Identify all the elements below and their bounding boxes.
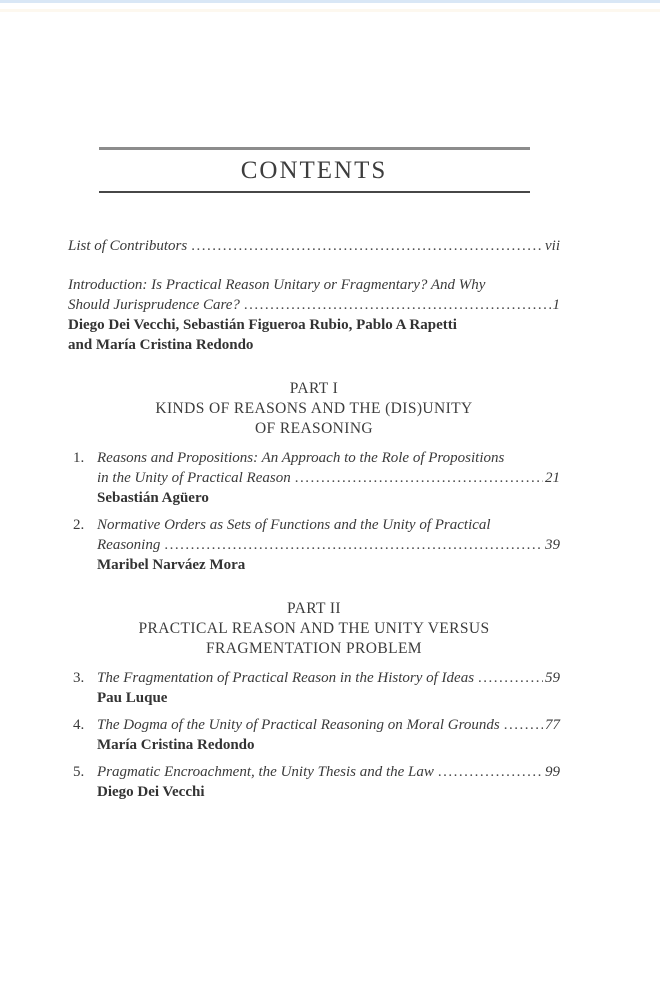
- dot-leader: [164, 535, 543, 555]
- entry-page-number: 59: [545, 670, 560, 686]
- entry-title-line: [97, 668, 560, 688]
- dot-leader: [191, 236, 543, 256]
- entry-author-line: Sebastián Agüero: [97, 490, 209, 506]
- contents-title-block: [68, 147, 560, 193]
- entry-author-line: María Cristina Redondo: [97, 737, 255, 753]
- entry-body: [97, 715, 560, 755]
- part-heading-line: PART II: [287, 600, 341, 617]
- dot-leader: [295, 468, 543, 488]
- table-of-contents: [68, 379, 560, 802]
- entry-title-line: [68, 295, 560, 315]
- entry-body: [97, 515, 560, 575]
- entry-number: 1.: [73, 450, 85, 466]
- entry-author-line: Diego Dei Vecchi, Sebastián Figueroa Rubio, Pablo A Rapetti: [68, 317, 457, 333]
- dot-leader: [478, 668, 543, 688]
- entry-page-number: vii: [545, 238, 560, 254]
- page-title: CONTENTS: [240, 157, 388, 184]
- entry-title-line: [97, 535, 560, 555]
- title-rule-top: [99, 147, 530, 150]
- entry-title-text: Reasoning: [97, 537, 161, 553]
- entry-title-line: [68, 236, 560, 256]
- entry-page-number: 77: [545, 717, 560, 733]
- part-heading-line: OF REASONING: [254, 420, 374, 437]
- entry-body: [97, 668, 560, 708]
- entry-page-number: 99: [545, 764, 560, 780]
- toc-entry: [68, 275, 560, 355]
- part-heading-line: PRACTICAL REASON AND THE UNITY VERSUS: [138, 620, 490, 637]
- dot-leader: [244, 295, 551, 315]
- entry-number: 4.: [73, 717, 85, 733]
- entry-title-text: in the Unity of Practical Reason: [97, 470, 291, 486]
- entry-body: [68, 236, 560, 256]
- toc-entry: [68, 668, 560, 708]
- part-heading-line: FRAGMENTATION PROBLEM: [206, 640, 422, 657]
- dot-leader: [504, 715, 543, 735]
- entry-page-number: 1: [552, 297, 560, 313]
- entry-author-line: Maribel Narváez Mora: [97, 557, 246, 573]
- entry-body: [97, 448, 560, 508]
- entry-number: 2.: [73, 517, 85, 533]
- entry-number: 5.: [73, 764, 85, 780]
- entry-author-line: Diego Dei Vecchi: [97, 784, 205, 800]
- toc-entry: [68, 715, 560, 755]
- title-rule-bottom: [99, 191, 530, 193]
- entry-title-line: Reasons and Propositions: An Approach to the Role of Propositions: [97, 450, 505, 466]
- dot-leader: [438, 762, 543, 782]
- toc-entry: [68, 448, 560, 508]
- toc-entry: [68, 762, 560, 802]
- entry-author-line: and María Cristina Redondo: [68, 337, 254, 353]
- entry-title-line: [97, 762, 560, 782]
- entry-body: [68, 275, 560, 355]
- toc-section: [68, 379, 560, 575]
- toc-section: [68, 599, 560, 802]
- part-heading: [68, 379, 560, 439]
- entry-title-line: Normative Orders as Sets of Functions and the Unity of Practical: [97, 517, 491, 533]
- page-content: [68, 0, 560, 802]
- toc-entry: [68, 236, 560, 256]
- frontmatter-entries: [68, 236, 560, 355]
- entry-page-number: 39: [545, 537, 560, 553]
- part-heading-line: PART I: [289, 380, 339, 397]
- entry-title-text: List of Contributors: [68, 238, 188, 254]
- entry-title-line: [97, 715, 560, 735]
- entry-title-line: [97, 468, 560, 488]
- entry-title-text: The Fragmentation of Practical Reason in the History of Ideas: [97, 670, 475, 686]
- part-heading: [68, 599, 560, 659]
- entry-title-text: Pragmatic Encroachment, the Unity Thesis and the Law: [97, 764, 434, 780]
- entry-page-number: 21: [545, 470, 560, 486]
- entry-title-line: Introduction: Is Practical Reason Unitary or Fragmentary? And Why: [68, 277, 486, 293]
- entry-author-line: Pau Luque: [97, 690, 168, 706]
- entry-body: [97, 762, 560, 802]
- entry-title-text: The Dogma of the Unity of Practical Reasoning on Moral Grounds: [97, 717, 500, 733]
- entry-title-text: Should Jurisprudence Care?: [68, 297, 240, 313]
- toc-entry: [68, 515, 560, 575]
- entry-number: 3.: [73, 670, 85, 686]
- part-heading-line: KINDS OF REASONS AND THE (DIS)UNITY: [155, 400, 473, 417]
